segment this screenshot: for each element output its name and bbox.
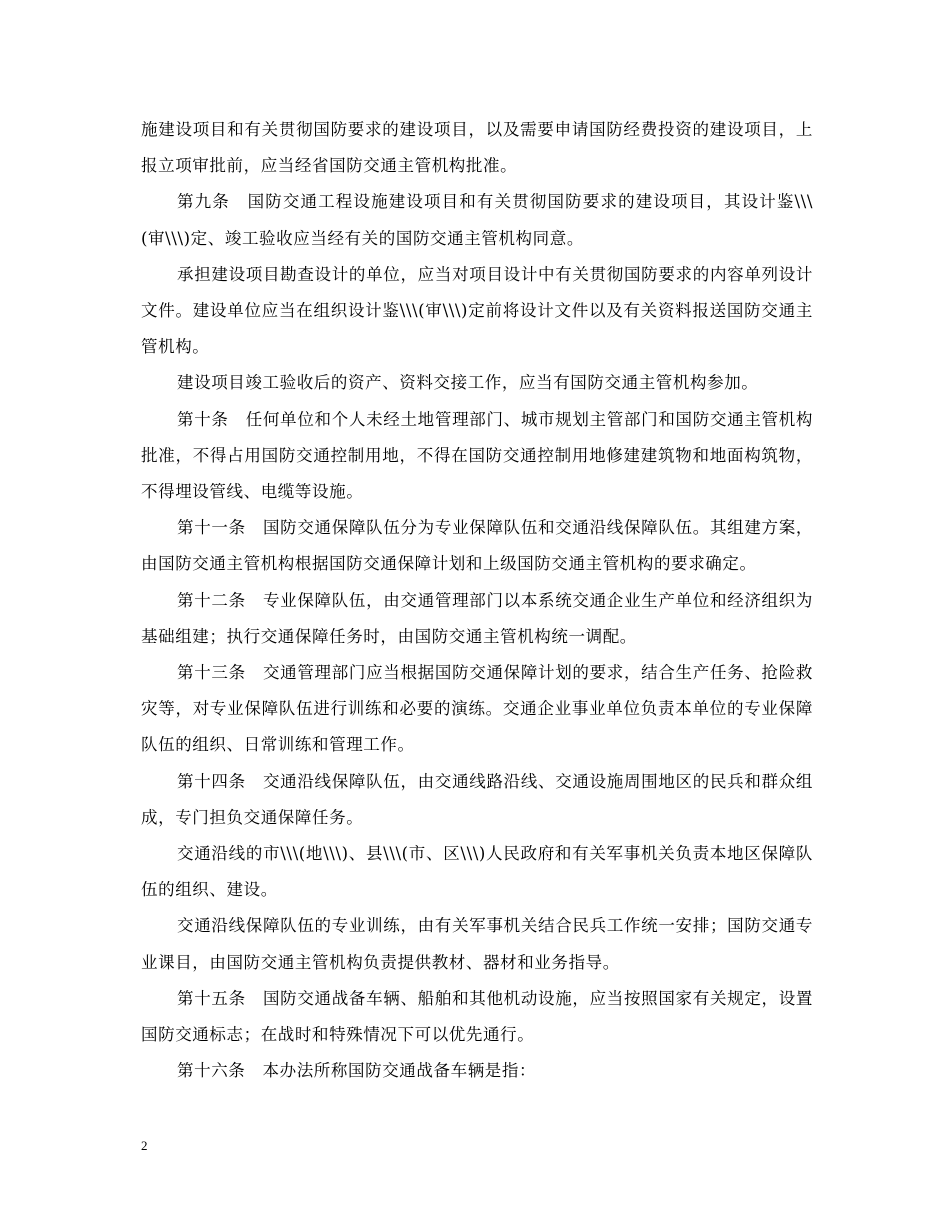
paragraph: 第十条 任何单位和个人未经土地管理部门、城市规划主管部门和国防交通主管机构批准，不得占用国防交通控制用地，不得在国防交通控制用地修建建筑物和地面构筑物，不得埋设管线、电缆等设施。 xyxy=(141,409,813,502)
paragraph: 施建设项目和有关贯彻国防要求的建设项目，以及需要申请国防经费投资的建设项目，上报立项审批前，应当经省国防交通主管机构批准。 xyxy=(141,120,813,176)
document-body xyxy=(141,112,813,1089)
page-number: 2 xyxy=(141,1138,148,1153)
paragraph: 第九条 国防交通工程设施建设项目和有关贯彻国防要求的建设项目，其设计鉴\\\(审\\\)定、竣工验收应当经有关的国防交通主管机构同意。 xyxy=(141,192,813,248)
paragraph: 交通沿线保障队伍的专业训练，由有关军事机关结合民兵工作统一安排；国防交通专业课目，由国防交通主管机构负责提供教材、器材和业务指导。 xyxy=(141,916,813,972)
paragraph: 建设项目竣工验收后的资产、资料交接工作，应当有国防交通主管机构参加。 xyxy=(177,373,759,393)
paragraph: 第十四条 交通沿线保障队伍，由交通线路沿线、交通设施周围地区的民兵和群众组成，专门担负交通保障任务。 xyxy=(141,771,813,827)
paragraph: 第十二条 专业保障队伍，由交通管理部门以本系统交通企业生产单位和经济组织为基础组建；执行交通保障任务时，由国防交通主管机构统一调配。 xyxy=(141,590,813,646)
paragraph: 第十一条 国防交通保障队伍分为专业保障队伍和交通沿线保障队伍。其组建方案，由国防交通主管机构根据国防交通保障计划和上级国防交通主管机构的要求确定。 xyxy=(141,518,813,574)
paragraph: 承担建设项目勘查设计的单位，应当对项目设计中有关贯彻国防要求的内容单列设计文件。建设单位应当在组织设计鉴\\\(审\\\)定前将设计文件以及有关资料报送国防交通主管机构。 xyxy=(141,264,813,357)
paragraph: 第十三条 交通管理部门应当根据国防交通保障计划的要求，结合生产任务、抢险救灾等，对专业保障队伍进行训练和必要的演练。交通企业事业单位负责本单位的专业保障队伍的组织、日常训练和管理工作。 xyxy=(141,663,813,755)
paragraph: 第十六条 本办法所称国防交通战备车辆是指： xyxy=(177,1061,537,1081)
paragraph: 第十五条 国防交通战备车辆、船舶和其他机动设施，应当按照国家有关规定，设置国防交通标志；在战时和特殊情况下可以优先通行。 xyxy=(141,988,813,1045)
paragraph: 交通沿线的市\\\(地\\\)、县\\\(市、区\\\)人民政府和有关军事机关负责本地区保障队伍的组织、建设。 xyxy=(141,844,813,900)
